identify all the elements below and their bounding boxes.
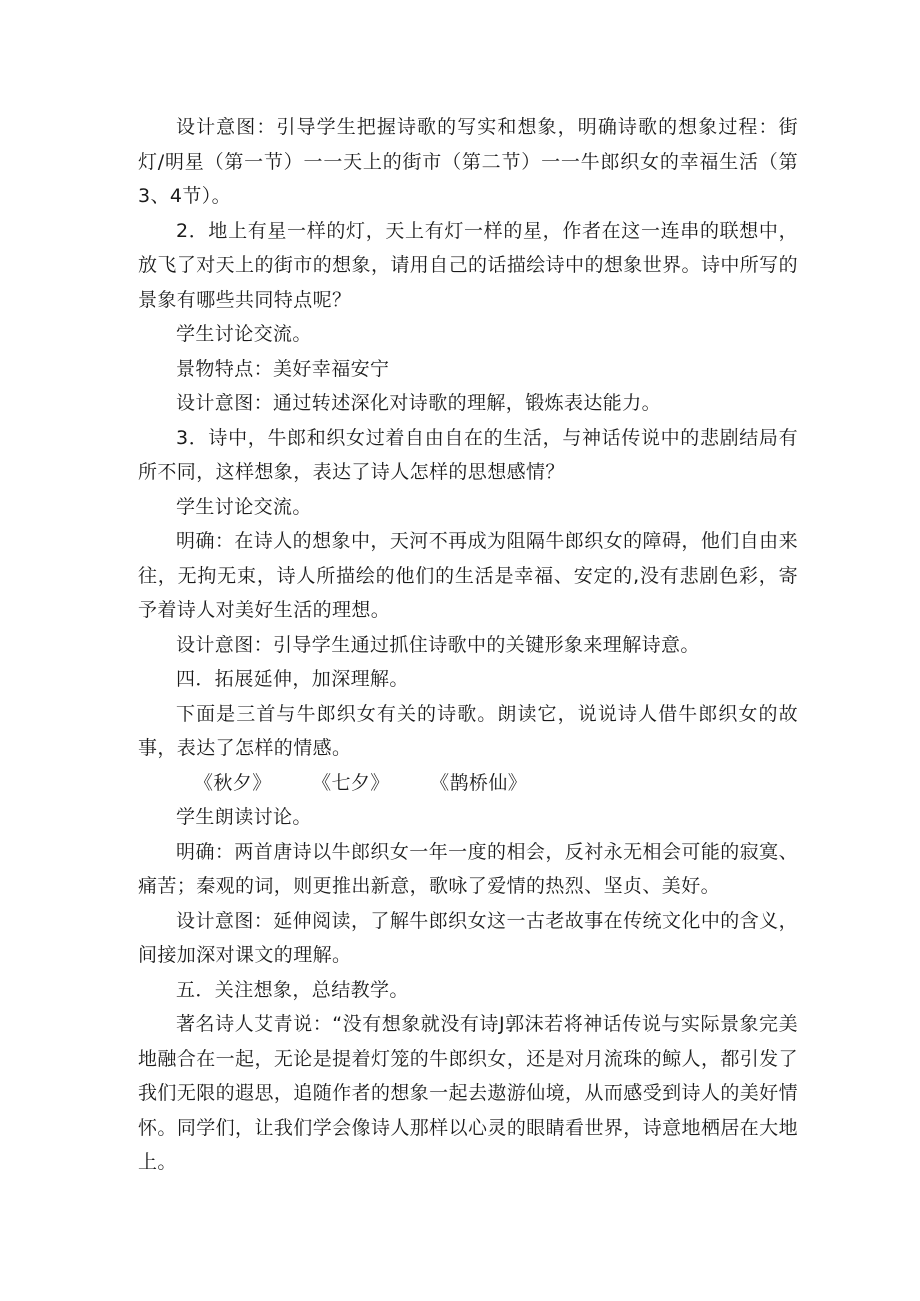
paragraph-clarification-2: 明确：两首唐诗以牛郎织女一年一度的相会，反衬永无相会可能的寂寞、痛苦；秦观的词，则更推出新意，歌咏了爱情的热烈、坚贞、美好。 [138, 840, 798, 897]
poem-title-qiuxi: 《秋夕》 [194, 771, 272, 794]
paragraph-design-intent-4: 设计意图：延伸阅读，了解牛郎织女这一古老故事在传统文化中的含义，间接加深对课文的理解。 [138, 909, 798, 966]
paragraph-discussion-1: 学生讨论交流。 [176, 323, 312, 345]
paragraph-question-2: 2．地上有星一样的灯，天上有灯一样的星，作者在这一连串的联想中，放飞了对天上的街市的想象，请用自己的话描绘诗中的想象世界。诗中所写的景象有哪些共同特点呢？ [138, 219, 798, 311]
paragraph-clarification-1: 明确：在诗人的想象中，天河不再成为阻隔牛郎织女的障碍，他们自由来往，无拘无束，诗人所描绘的他们的生活是幸福、安定的,没有悲剧色彩，寄予着诗人对美好生活的理想。 [138, 530, 798, 621]
paragraph-question-3: 3．诗中，牛郎和织女过着自由自在的生活，与神话传说中的悲剧结局有所不同，这样想象，表达了诗人怎样的思想感情？ [138, 426, 798, 483]
paragraph-design-intent-1: 设计意图：引导学生把握诗歌的写实和想象，明确诗歌的想象过程：街灯/明星（第一节）一一天上的街市（第二节）一一牛郎织女的幸福生活（第3、4节）。 [138, 116, 798, 207]
poem-title-qixi: 《七夕》 [312, 771, 390, 794]
paragraph-discussion-2: 学生讨论交流。 [176, 495, 312, 518]
paragraph-summary: 著名诗人艾青说：“没有想象就没有诗J郭沫若将神话传说与实际景象完美地融合在一起，无论是提着灯笼的牛郎织女，还是对月流珠的鲸人，都引发了我们无限的遐思，追随作者的想象一起去遨游仙境，从而感受到诗人的美好情怀。同学们，让我们学会像诗人那样以心灵的眼睛看世界，诗意地栖居在大地上。 [138, 1013, 798, 1173]
paragraph-design-intent-3: 设计意图：引导学生通过抓住诗歌中的关键形象来理解诗意。 [176, 633, 700, 656]
poem-titles [138, 766, 798, 801]
paragraph-scene-features: 景物特点：美好幸福安宁 [176, 357, 390, 380]
section-heading-5: 五．关注想象，总结教学。 [176, 978, 409, 1001]
document-body [138, 110, 798, 1180]
section-heading-4: 四．拓展延伸，加深理解。 [176, 668, 409, 690]
poem-title-queqiaoxian: 《鹊桥仙》 [430, 771, 528, 794]
paragraph-reading-discussion: 学生朗读讨论。 [176, 806, 312, 828]
paragraph-extension-intro: 下面是三首与牛郎织女有关的诗歌。朗读它，说说诗人借牛郎织女的故事，表达了怎样的情感。 [138, 702, 798, 759]
paragraph-design-intent-2: 设计意图：通过转述深化对诗歌的理解，锻炼表达能力。 [176, 392, 662, 414]
